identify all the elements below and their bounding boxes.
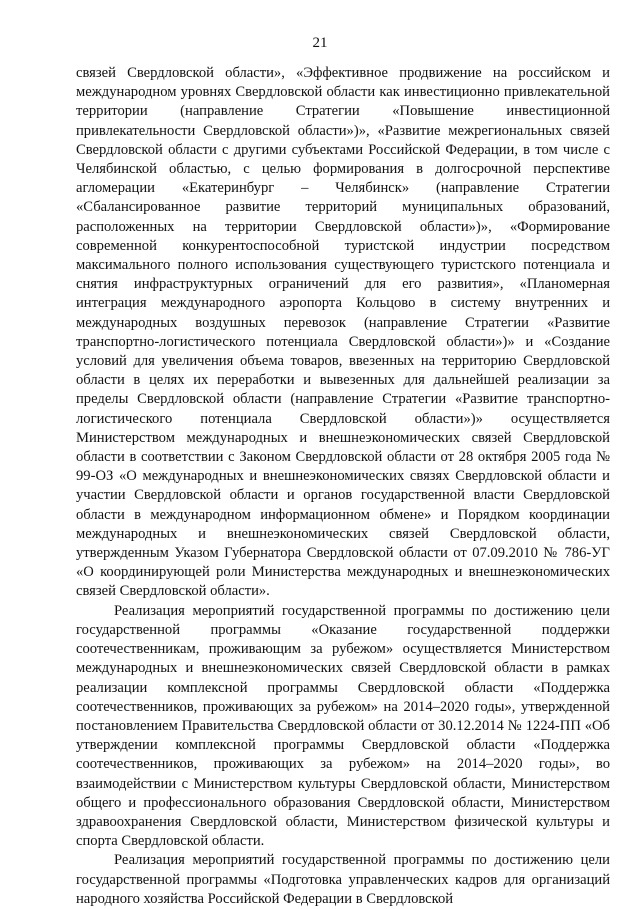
page-number: 21: [312, 35, 328, 51]
document-body: [76, 64, 610, 909]
paragraph-1: связей Свердловской области», «Эффективное продвижение на российском и международном уровнях Свердловской области как инвестиционно привлекательной территории (направление Стратегии «Повышение инвестиционной привлекательности Свердловской области»)», «Развитие межрегиональных связей Свердловской области с другими субъектами Российской Федерации, в том числе с Челябинской областью, с целью формирования в долгосрочной перспективе агломерации «Екатеринбург – Челябинск» (направление Стратегии «Сбалансированное развитие территорий муниципальных образований, расположенных на территории Свердловской области»)», «Формирование современной конкурентоспособной туристской индустрии посредством максимального полного использования существующего туристского потенциала и снятия инфраструктурных ограничений для его развития», «Планомерная интеграция международного аэропорта Кольцово в систему внутренних и международных воздушных перевозок (направление Стратегии «Развитие транспортно-логистического потенциала Свердловской области»)» и «Создание условий для увеличения объема товаров, ввезенных на территорию Свердловской области в целях их переработки и вывезенных для дальнейшей реализации за пределы Свердловской области (направление Стратегии «Развитие транспортно-логистического потенциала Свердловской области»)» осуществляется Министерством международных и внешнеэкономических связей Свердловской области в соответствии с Законом Свердловской области от 28 октября 2005 года № 99-ОЗ «О международных и внешнеэкономических связях Свердловской области и участии Свердловской области и органов государственной власти Свердловской области в международном информационном обмене» и Порядком координации международных и внешнеэкономических связей Свердловской области, утвержденным Указом Губернатора Свердловской области от 07.09.2010 № 786-УГ «О координирующей роли Министерства международных и внешнеэкономических связей Свердловской области».: [76, 65, 610, 600]
paragraph-2: Реализация мероприятий государственной программы по достижению цели государственной программы «Оказание государственной поддержки соотечественникам, проживающим за рубежом» осуществляется Министерством международных и внешнеэкономических связей Свердловской области в рамках реализации комплексной программы Свердловской области «Поддержка соотечественников, проживающих за рубежом» на 2014–2020 годы», утвержденной постановлением Правительства Свердловской области от 30.12.2014 № 1224-ПП «Об утверждении комплексной программы Свердловской области «Поддержка соотечественников, проживающих за рубежом» на 2014–2020 годы», во взаимодействии с Министерством культуры Свердловской области, Министерством общего и профессионального образования Свердловской области, Министерством здравоохранения Свердловской области, Министерством физической культуры и спорта Свердловской области.: [76, 602, 610, 850]
paragraph-3: Реализация мероприятий государственной программы по достижению цели государственной программы «Подготовка управленческих кадров для организаций народного хозяйства Российской Федерации в Свердловской: [76, 852, 610, 907]
